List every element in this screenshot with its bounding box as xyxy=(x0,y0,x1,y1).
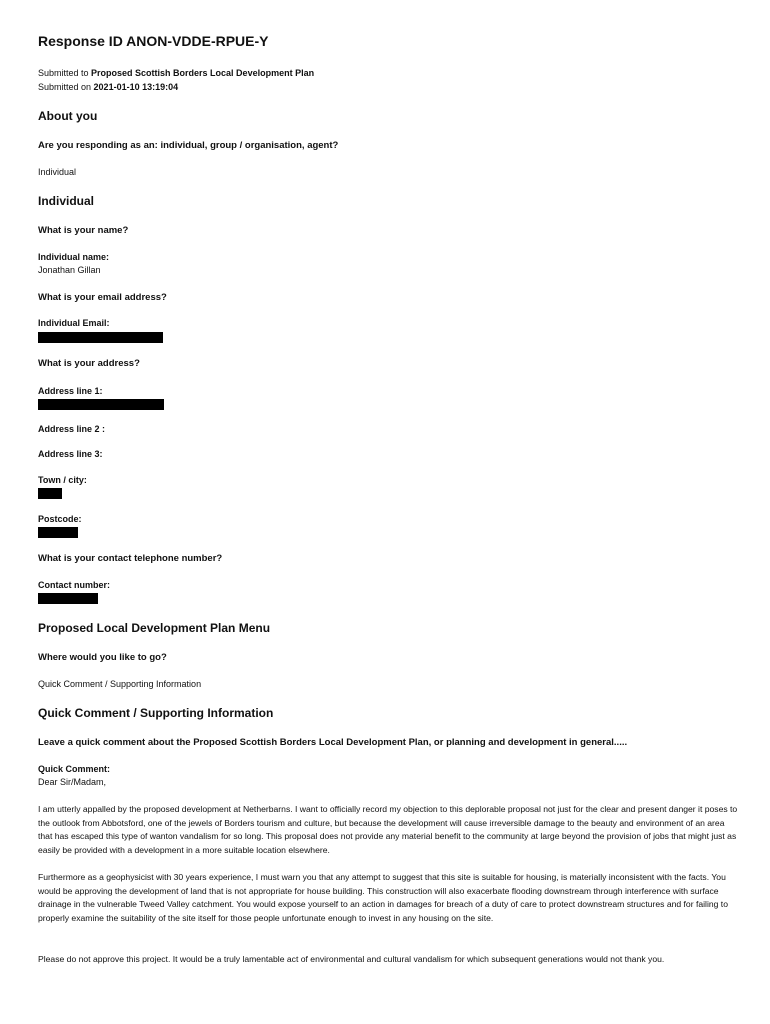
name-label: Individual name: xyxy=(38,252,110,262)
address-line1-redaction xyxy=(38,399,164,410)
name-value: Jonathan Gillan xyxy=(38,265,101,275)
address-line3-label: Address line 3: xyxy=(38,449,103,459)
quick-comment-question: Leave a quick comment about the Proposed Scottish Borders Local Development Plan, or planning and development in general..... xyxy=(38,737,628,748)
submitted-on-value: 2021-01-10 13:19:04 xyxy=(93,82,179,92)
submitted-on-line xyxy=(38,82,178,92)
address-line1-label: Address line 1: xyxy=(38,386,103,396)
quick-comment-label: Quick Comment: xyxy=(38,764,111,774)
phone-label: Contact number: xyxy=(38,580,110,590)
quick-comment-heading: Quick Comment / Supporting Information xyxy=(38,706,274,720)
postcode-label: Postcode: xyxy=(38,514,82,524)
address-question: What is your address? xyxy=(38,358,140,369)
comment-paragraph-2: Furthermore as a geophysicist with 30 years experience, I must warn you that any attempt to suggest that this site is suitable for housing, is materially inconsistent with the facts. You would be approving the development of land that is not appropriate for house building. This construction will also exacerbate flooding downstream through interference with surface drainage in the vulnerable Tweed Valley catchment. You would expose yourself to an action in damages for breach of a duty of care to protect downstream structures and for failing to properly examine the suitability of the site itself for those people unfortunate enough to invest in any housing on the site. xyxy=(38,872,728,923)
submitted-to-label: Submitted to xyxy=(38,68,92,78)
phone-question: What is your contact telephone number? xyxy=(38,553,223,564)
menu-heading: Proposed Local Development Plan Menu xyxy=(38,621,271,635)
town-label: Town / city: xyxy=(38,475,87,485)
comment-paragraph-3: Please do not approve this project. It would be a truly lamentable act of environmental and cultural vandalism for which subsequent generations would not thank you. xyxy=(38,954,665,964)
submitted-to-value: Proposed Scottish Borders Local Development Plan xyxy=(91,68,315,78)
email-label: Individual Email: xyxy=(38,318,110,328)
comment-paragraph-1: I am utterly appalled by the proposed development at Netherbarns. I want to officially record my objection to this deplorable proposal not just for the clear and present danger it poses to the outlook from Abbotsford, one of the jewels of Borders tourism and culture, but because the development will cause irreversible damage to the beauty and environment of an area that has escaped this type of wanton vandalism for so long. This proposal does not provide any material benefit to the community at large beyond the provision of jobs that might just as easily be provided with a development in a more suitable location elsewhere. xyxy=(38,804,738,855)
respondent-type-question: Are you responding as an: individual, group / organisation, agent? xyxy=(38,140,339,151)
individual-heading: Individual xyxy=(38,194,95,208)
phone-redaction xyxy=(38,593,98,604)
email-question: What is your email address? xyxy=(38,292,167,303)
about-you-heading: About you xyxy=(38,109,98,123)
menu-question: Where would you like to go? xyxy=(38,652,167,663)
response-title: Response ID ANON-VDDE-RPUE-Y xyxy=(38,33,269,49)
name-question: What is your name? xyxy=(38,225,129,236)
submitted-on-label: Submitted on xyxy=(38,82,94,92)
respondent-type-answer: Individual xyxy=(38,167,77,177)
submitted-to-line xyxy=(38,68,314,78)
postcode-redaction xyxy=(38,527,78,538)
menu-answer: Quick Comment / Supporting Information xyxy=(38,679,202,689)
email-redaction xyxy=(38,332,163,343)
address-line2-label: Address line 2 : xyxy=(38,424,106,434)
quick-comment-salutation: Dear Sir/Madam, xyxy=(38,777,107,787)
town-redaction xyxy=(38,488,62,499)
